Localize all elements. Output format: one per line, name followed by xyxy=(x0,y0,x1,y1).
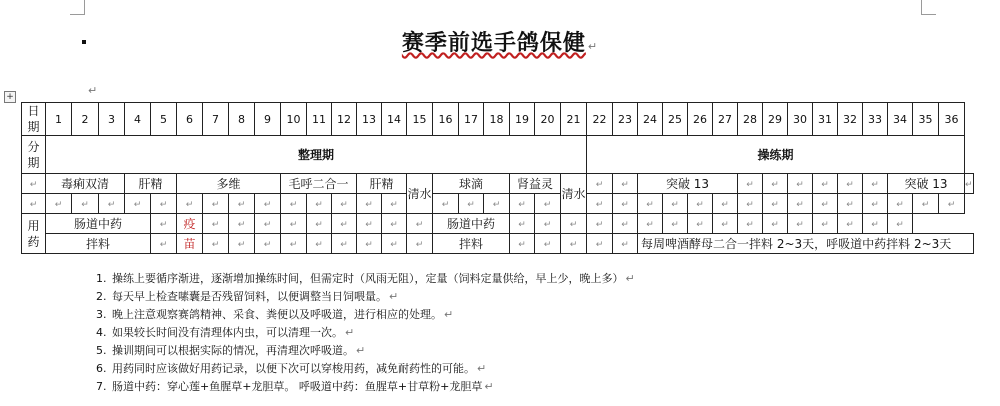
drug-vaccine-2: 苗 xyxy=(177,234,203,254)
empty-cell: ↵ xyxy=(663,194,688,214)
drug-qingshui: 清水 xyxy=(407,174,433,214)
care-note: 5. 操训期间可以根据实际的情况，再清理次呼吸道。 ↵ xyxy=(110,342,635,360)
drug-changdao-2: 肠道中药 xyxy=(433,214,510,234)
day-cell: 7 xyxy=(203,103,229,136)
row-label-blank: ↵ xyxy=(22,174,46,194)
page-corner-mark-right xyxy=(921,0,936,15)
care-note: 3. 晚上注意观察赛鸽精神、采食、粪便以及呼吸道，进行相应的处理。 ↵ xyxy=(110,306,635,324)
day-cell: 3 xyxy=(99,103,125,136)
row-label-medication: 用药 xyxy=(22,214,46,254)
schedule-table xyxy=(21,102,974,254)
row-label-blank: ↵ xyxy=(22,194,46,214)
day-cell: 20 xyxy=(535,103,561,136)
empty-cell: ↵ xyxy=(535,214,561,234)
care-notes-list xyxy=(88,270,635,396)
empty-cell: ↵ xyxy=(863,174,888,194)
empty-cell: ↵ xyxy=(459,194,484,214)
day-cell: 26 xyxy=(688,103,713,136)
empty-cell: ↵ xyxy=(255,194,281,214)
care-note: 6. 用药同时应该做好用药记录，以便下次可以穿梭用药，减免耐药性的可能。 ↵ xyxy=(110,360,635,378)
empty-cell: ↵ xyxy=(151,194,177,214)
day-cell: 17 xyxy=(459,103,484,136)
day-cell: 23 xyxy=(613,103,638,136)
drug-dujiao-shuangqing: 毒痢双清 xyxy=(46,174,125,194)
day-cell: 34 xyxy=(888,103,913,136)
empty-cell: ↵ xyxy=(307,194,332,214)
drug-banliao-2: 拌料 xyxy=(433,234,510,254)
empty-cell: ↵ xyxy=(99,194,125,214)
day-cell: 25 xyxy=(663,103,688,136)
title-text: 赛季前选手鸽保健 xyxy=(401,31,586,56)
empty-cell: ↵ xyxy=(713,194,738,214)
empty-cell: ↵ xyxy=(613,234,638,254)
empty-cell: ↵ xyxy=(939,194,965,214)
phase-row xyxy=(22,136,974,174)
empty-cell: ↵ xyxy=(433,194,459,214)
drug-ganjing-2: 肝精 xyxy=(357,174,407,194)
empty-cell: ↵ xyxy=(561,214,587,234)
empty-cell: ↵ xyxy=(281,214,307,234)
drug-duowei: 多维 xyxy=(177,174,281,194)
day-cell: 31 xyxy=(813,103,838,136)
empty-cell: ↵ xyxy=(813,174,838,194)
empty-cell: ↵ xyxy=(332,194,357,214)
empty-cell: ↵ xyxy=(587,214,613,234)
empty-cell: ↵ xyxy=(203,234,229,254)
empty-cell: ↵ xyxy=(913,194,939,214)
day-cell: 4 xyxy=(125,103,151,136)
phase-conditioning: 整理期 xyxy=(46,136,587,174)
empty-cell: ↵ xyxy=(407,214,433,234)
empty-cell: ↵ xyxy=(738,174,763,194)
day-cell: 22 xyxy=(587,103,613,136)
empty-cell: ↵ xyxy=(281,234,307,254)
empty-cell: ↵ xyxy=(125,194,151,214)
day-cell: 32 xyxy=(838,103,863,136)
empty-cell: ↵ xyxy=(763,174,788,194)
empty-cell: ↵ xyxy=(382,214,407,234)
day-cell: 27 xyxy=(713,103,738,136)
empty-cell: ↵ xyxy=(510,214,535,234)
day-cell: 29 xyxy=(763,103,788,136)
empty-cell: ↵ xyxy=(382,234,407,254)
empty-cell: ↵ xyxy=(484,194,510,214)
empty-cell: ↵ xyxy=(307,214,332,234)
day-cell: 8 xyxy=(229,103,255,136)
medication-row-2 xyxy=(22,194,974,214)
day-cell: 13 xyxy=(357,103,382,136)
empty-cell: ↵ xyxy=(688,214,713,234)
drug-tupo-2: 突破 13 xyxy=(888,174,965,194)
empty-cell: ↵ xyxy=(535,194,561,214)
empty-cell: ↵ xyxy=(72,194,99,214)
row-label-phase: 分期 xyxy=(22,136,46,174)
empty-cell: ↵ xyxy=(203,214,229,234)
empty-cell: ↵ xyxy=(663,214,688,234)
empty-cell: ↵ xyxy=(838,194,863,214)
date-row xyxy=(22,103,974,136)
empty-cell: ↵ xyxy=(229,194,255,214)
care-note: 7. 肠道中药：穿心莲+鱼腥草+龙胆草。 呼吸道中药：鱼腥草+甘草粉+龙胆草 ↵ xyxy=(110,378,635,396)
page-corner-mark-left xyxy=(70,0,85,15)
day-cell: 33 xyxy=(863,103,888,136)
drug-changdao-1: 肠道中药 xyxy=(46,214,151,234)
day-cell: 10 xyxy=(281,103,307,136)
empty-cell: ↵ xyxy=(763,194,788,214)
empty-cell: ↵ xyxy=(151,214,177,234)
empty-cell: ↵ xyxy=(713,214,738,234)
empty-cell: ↵ xyxy=(332,234,357,254)
empty-cell: ↵ xyxy=(255,214,281,234)
care-note: 4. 如果较长时间没有清理体内虫，可以清理一次。 ↵ xyxy=(110,324,635,342)
day-cell: 35 xyxy=(913,103,939,136)
empty-cell: ↵ xyxy=(863,214,888,234)
empty-cell: ↵ xyxy=(613,194,638,214)
drug-qingshui-2: 清水 xyxy=(561,174,587,214)
empty-cell: ↵ xyxy=(738,214,763,234)
empty-cell: ↵ xyxy=(357,194,382,214)
empty-cell: ↵ xyxy=(813,194,838,214)
day-cell: 21 xyxy=(561,103,587,136)
day-cell: 6 xyxy=(177,103,203,136)
empty-cell: ↵ xyxy=(203,194,229,214)
drug-banliao-1: 拌料 xyxy=(46,234,151,254)
medication-row-3 xyxy=(22,214,974,234)
empty-cell: ↵ xyxy=(535,234,561,254)
empty-cell: ↵ xyxy=(561,234,587,254)
empty-cell: ↵ xyxy=(307,234,332,254)
day-cell: 9 xyxy=(255,103,281,136)
day-cell: 30 xyxy=(788,103,813,136)
document-title[interactable] xyxy=(300,26,700,57)
medication-row-4 xyxy=(22,234,974,254)
empty-cell: ↵ xyxy=(638,214,663,234)
empty-cell: ↵ xyxy=(863,194,888,214)
row-label-date: 日期 xyxy=(22,103,46,136)
empty-cell: ↵ xyxy=(255,234,281,254)
empty-cell: ↵ xyxy=(382,194,407,214)
weekly-supplement-note: 每周啤酒酵母二合一拌料 2~3天，呼吸道中药拌料 2~3天 xyxy=(638,234,974,254)
empty-cell: ↵ xyxy=(229,234,255,254)
empty-cell: ↵ xyxy=(357,234,382,254)
drug-maohu: 毛呼二合一 xyxy=(281,174,357,194)
phase-training: 操练期 xyxy=(587,136,965,174)
empty-cell: ↵ xyxy=(888,194,913,214)
drug-qiudi: 球滴 xyxy=(433,174,510,194)
empty-cell: ↵ xyxy=(46,194,72,214)
empty-cell: ↵ xyxy=(587,234,613,254)
care-note: 1. 操练上要循序渐进，逐渐增加操练时间，但需定时（风雨无阻），定量（饲料定量供给，早上少，晚上多） ↵ xyxy=(110,270,635,288)
empty-cell: ↵ xyxy=(738,194,763,214)
empty-cell: ↵ xyxy=(281,194,307,214)
empty-cell: ↵ xyxy=(613,174,638,194)
empty-cell: ↵ xyxy=(838,214,863,234)
day-cell: 14 xyxy=(382,103,407,136)
stray-bullet xyxy=(82,40,86,44)
day-cell: 11 xyxy=(307,103,332,136)
day-cell: 28 xyxy=(738,103,763,136)
empty-cell: ↵ xyxy=(587,174,613,194)
day-cell: 1 xyxy=(46,103,72,136)
paragraph-mark: ↵ xyxy=(88,84,98,97)
day-cell: 12 xyxy=(332,103,357,136)
table-move-handle-icon[interactable]: + xyxy=(4,91,16,103)
empty-cell: ↵ xyxy=(510,234,535,254)
day-cell: 15 xyxy=(407,103,433,136)
empty-cell: ↵ xyxy=(510,194,535,214)
empty-cell: ↵ xyxy=(229,214,255,234)
drug-tupo-1: 突破 13 xyxy=(638,174,738,194)
paragraph-mark: ↵ xyxy=(587,40,599,53)
empty-cell: ↵ xyxy=(587,194,613,214)
empty-cell: ↵ xyxy=(813,214,838,234)
medication-row-1 xyxy=(22,174,974,194)
empty-cell: ↵ xyxy=(838,174,863,194)
day-cell: 36 xyxy=(939,103,965,136)
drug-vaccine: 疫 xyxy=(177,214,203,234)
day-cell: 16 xyxy=(433,103,459,136)
empty-cell: ↵ xyxy=(407,234,433,254)
empty-cell: ↵ xyxy=(638,194,663,214)
day-cell: 24 xyxy=(638,103,663,136)
empty-cell: ↵ xyxy=(177,194,203,214)
empty-cell: ↵ xyxy=(357,214,382,234)
empty-cell: ↵ xyxy=(763,214,788,234)
empty-cell: ↵ xyxy=(151,234,177,254)
empty-cell: ↵ xyxy=(888,214,913,234)
empty-cell: ↵ xyxy=(965,174,974,194)
day-cell: 18 xyxy=(484,103,510,136)
empty-cell: ↵ xyxy=(332,214,357,234)
day-cell: 5 xyxy=(151,103,177,136)
drug-ganjing: 肝精 xyxy=(125,174,177,194)
empty-cell: ↵ xyxy=(788,194,813,214)
empty-cell: ↵ xyxy=(688,194,713,214)
care-note: 2. 每天早上检查嗉囊是否残留饲料，以便调整当日饲喂量。 ↵ xyxy=(110,288,635,306)
day-cell: 2 xyxy=(72,103,99,136)
empty-cell: ↵ xyxy=(613,214,638,234)
day-cell: 19 xyxy=(510,103,535,136)
drug-shenyiling: 肾益灵 xyxy=(510,174,561,194)
empty-cell: ↵ xyxy=(788,214,813,234)
empty-cell: ↵ xyxy=(788,174,813,194)
